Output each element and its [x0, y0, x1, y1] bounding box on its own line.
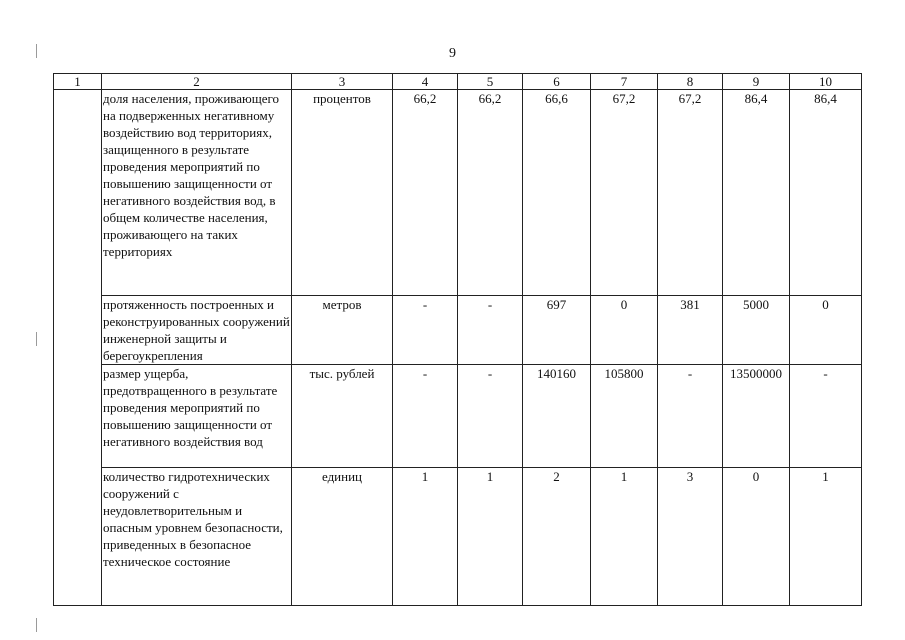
value-cell: 1	[790, 468, 862, 606]
column-number: 7	[591, 74, 658, 90]
value-cell: 1	[393, 468, 458, 606]
value-cell: -	[658, 365, 723, 468]
value-cell: 0	[591, 296, 658, 365]
column-number: 4	[393, 74, 458, 90]
indicator-name: доля населения, проживающего на подверженных негативному воздействию вод территориях, защищенного в результате проведения мероприятий по повышению защищенности от негативного воздействия вод, в общем количестве населения, проживающего на таких территориях	[102, 90, 292, 296]
value-cell: -	[458, 296, 523, 365]
margin-mark	[36, 332, 37, 346]
row-number-cell	[54, 90, 102, 606]
column-number: 10	[790, 74, 862, 90]
value-cell: 0	[723, 468, 790, 606]
value-cell: -	[393, 296, 458, 365]
margin-mark	[36, 44, 37, 58]
unit-cell: тыс. рублей	[292, 365, 393, 468]
margin-mark	[36, 618, 37, 632]
column-number: 6	[523, 74, 591, 90]
column-number: 9	[723, 74, 790, 90]
value-cell: 67,2	[591, 90, 658, 296]
indicator-name: протяженность построенных и реконструированных сооружений инженерной защиты и берегоукрепления	[103, 297, 290, 363]
value-cell: 86,4	[790, 90, 862, 296]
value-cell: -	[393, 365, 458, 468]
indicators-table	[53, 73, 862, 606]
value-cell: -	[790, 365, 862, 468]
unit-cell: единиц	[292, 468, 393, 606]
column-number: 5	[458, 74, 523, 90]
value-cell: 105800	[591, 365, 658, 468]
indicator-name: количество гидротехнических сооружений с неудовлетворительным и опасным уровнем безопасности, приведенных в безопасное техническое состояние	[102, 468, 292, 606]
value-cell: 3	[658, 468, 723, 606]
value-cell: 67,2	[658, 90, 723, 296]
value-cell: 66,2	[393, 90, 458, 296]
value-cell: -	[458, 365, 523, 468]
table-row	[54, 365, 862, 468]
table-row	[54, 468, 862, 606]
column-number: 8	[658, 74, 723, 90]
value-cell: 86,4	[723, 90, 790, 296]
value-cell: 1	[591, 468, 658, 606]
value-cell: 5000	[723, 296, 790, 365]
table-row	[54, 90, 862, 296]
value-cell: 13500000	[723, 365, 790, 468]
value-cell: 1	[458, 468, 523, 606]
unit-cell: метров	[292, 296, 393, 365]
column-number: 1	[54, 74, 102, 90]
indicator-name: размер ущерба, предотвращенного в результате проведения мероприятий по повышению защищенности от негативного воздействия вод	[102, 365, 292, 468]
value-cell: 140160	[523, 365, 591, 468]
value-cell: 697	[523, 296, 591, 365]
value-cell: 381	[658, 296, 723, 365]
value-cell: 66,2	[458, 90, 523, 296]
column-number-row	[54, 74, 862, 90]
value-cell: 0	[790, 296, 862, 365]
table-row	[54, 296, 862, 365]
column-number: 2	[102, 74, 292, 90]
column-number: 3	[292, 74, 393, 90]
page-number: 9	[449, 46, 456, 61]
value-cell: 2	[523, 468, 591, 606]
unit-cell: процентов	[292, 90, 393, 296]
value-cell: 66,6	[523, 90, 591, 296]
